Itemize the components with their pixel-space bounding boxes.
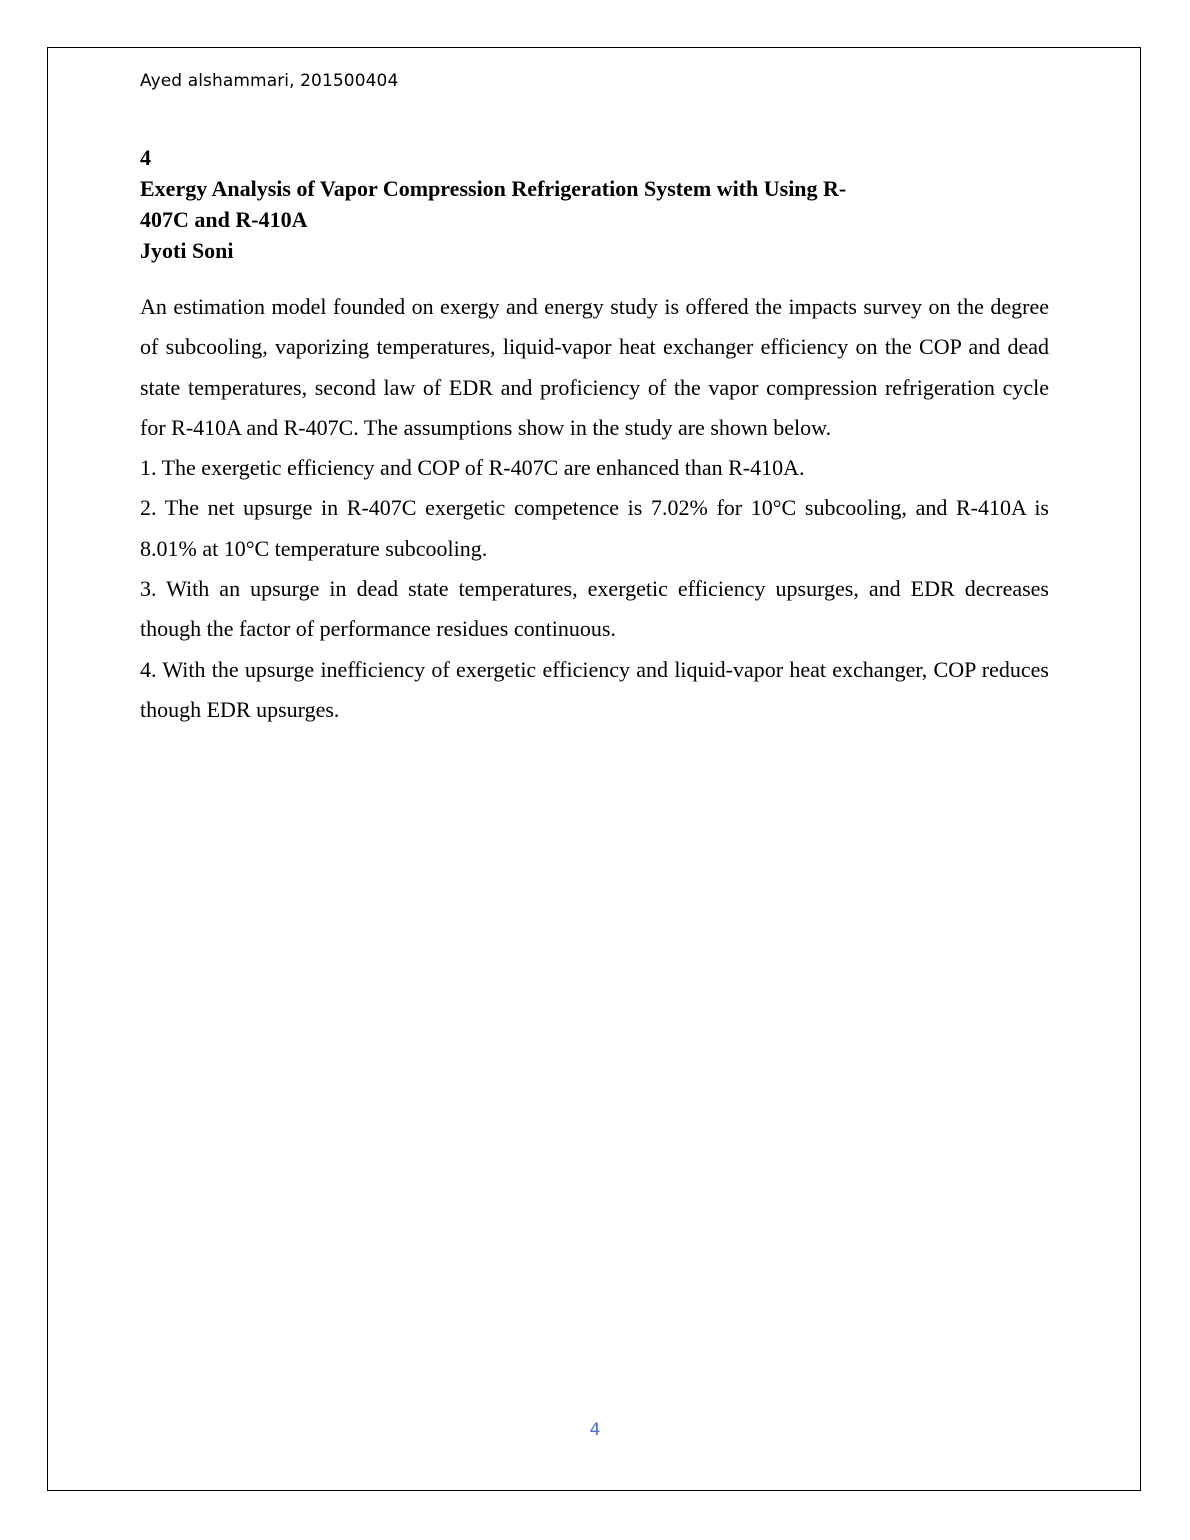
section-author: Jyoti Soni xyxy=(140,238,234,263)
list-item: 4. With the upsurge inefficiency of exergetic efficiency and liquid-vapor heat exchanger, COP reduces though EDR upsurges. xyxy=(140,656,1049,722)
page-number: 4 xyxy=(589,1420,601,1440)
intro-paragraph: An estimation model founded on exergy and energy study is offered the impacts survey on the degree of subcooling, vaporizing temperatures, liquid-vapor heat exchanger efficiency on the COP and dead state temperatures, second law of EDR and proficiency of the vapor compression refrigeration cycle for R-410A and R-407C. The assumptions show in the study are shown below. xyxy=(140,294,1049,440)
page-header-author: Ayed alshammari, 201500404 xyxy=(140,71,399,91)
section-title-line-2: 407C and R-410A xyxy=(140,207,308,232)
section-number: 4 xyxy=(140,145,151,170)
section-title-line-1: Exergy Analysis of Vapor Compression Refrigeration System with Using R- xyxy=(140,176,847,201)
list-item: 3. With an upsurge in dead state temperatures, exergetic efficiency upsurges, and EDR decreases though the factor of performance residues continuous. xyxy=(140,576,1049,642)
list-item: 1. The exergetic efficiency and COP of R-407C are enhanced than R-410A. xyxy=(140,455,805,481)
list-item: 2. The net upsurge in R-407C exergetic competence is 7.02% for 10°C subcooling, and R-410A is 8.01% at 10°C temperature subcooling. xyxy=(140,495,1049,561)
body-text xyxy=(140,287,1049,730)
section-heading xyxy=(140,142,1050,266)
